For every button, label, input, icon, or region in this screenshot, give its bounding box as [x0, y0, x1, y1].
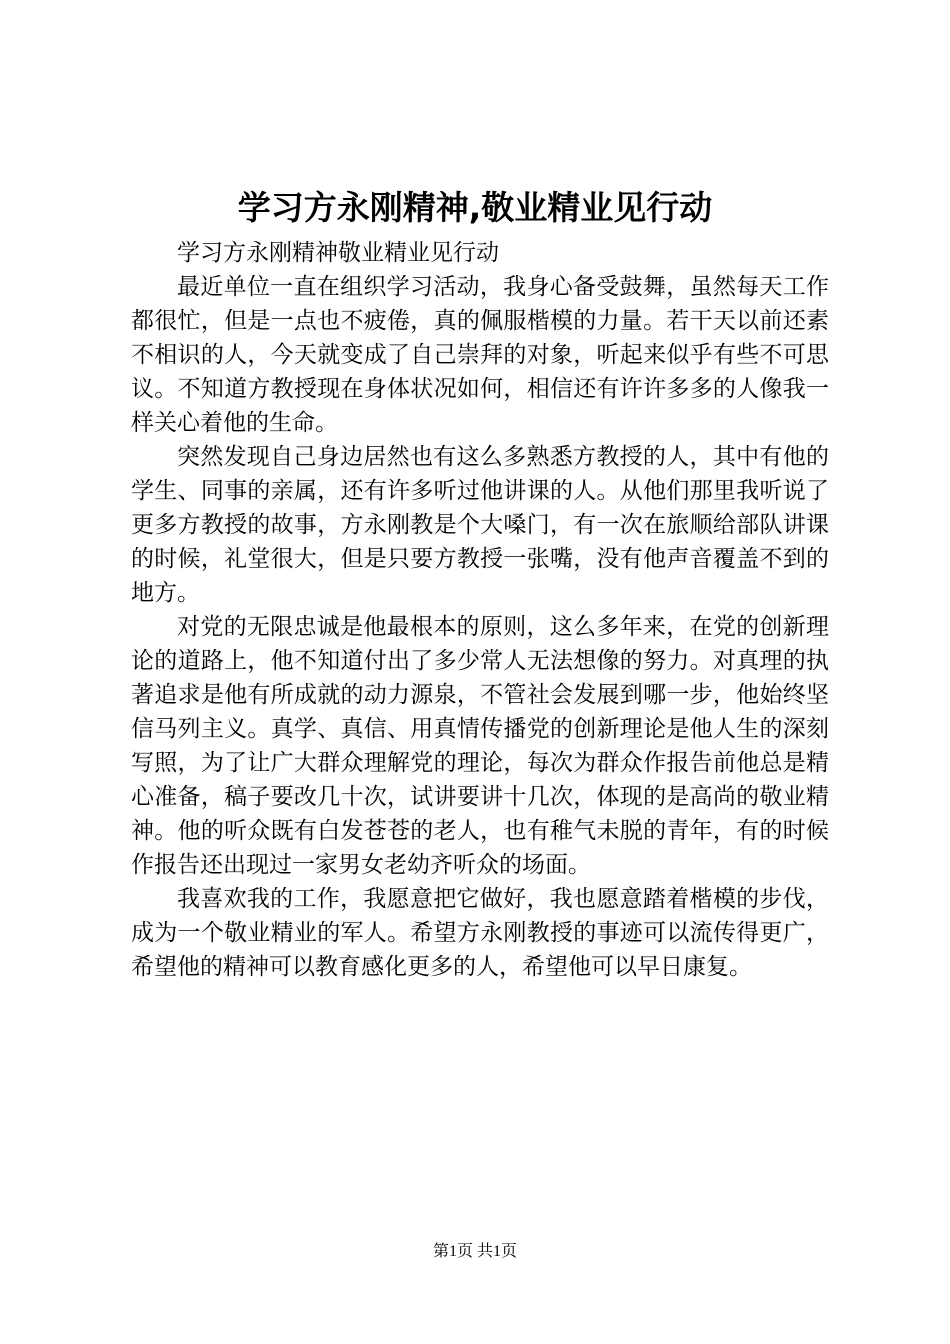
- document-subtitle: 学习方永刚精神敬业精业见行动: [177, 240, 499, 266]
- paragraph-3: 对党的无限忠诚是他最根本的原则，这么多年来，在党的创新理论的道路上，他不知道付出了多少常人无法想像的努力。对真理的执著追求是他有所成就的动力源泉，不管社会发展到哪一步，他始终坚信马列主义。真学、真信、用真情传播党的创新理论是他人生的深刻写照，为了让广大群众理解党的理论，每次为群众作报告前他总是精心准备，稿子要改几十次，试讲要讲十几次，体现的是高尚的敬业精神。他的听众既有白发苍苍的老人，也有稚气未脱的青年，有的时候作报告还出现过一家男女老幼齐听众的场面。: [131, 614, 829, 878]
- page-footer: 第1页 共1页: [432, 1243, 517, 1260]
- document-title: 学习方永刚精神,敬业精业见行动: [237, 188, 713, 227]
- document-body: [131, 236, 829, 984]
- paragraph-4: 我喜欢我的工作，我愿意把它做好，我也愿意踏着楷模的步伐，成为一个敬业精业的军人。希望方永刚教授的事迹可以流传得更广，希望他的精神可以教育感化更多的人，希望他可以早日康复。: [131, 886, 829, 980]
- paragraph-2: 突然发现自己身边居然也有这么多熟悉方教授的人，其中有他的学生、同事的亲属，还有许多听过他讲课的人。从他们那里我听说了更多方教授的故事，方永刚教是个大嗓门，有一次在旅顺给部队讲课的时候，礼堂很大，但是只要方教授一张嘴，没有他声音覆盖不到的地方。: [131, 444, 829, 606]
- paragraph-1: 最近单位一直在组织学习活动，我身心备受鼓舞，虽然每天工作都很忙，但是一点也不疲倦，真的佩服楷模的力量。若干天以前还素不相识的人，今天就变成了自己崇拜的对象，听起来似乎有些不可思议。不知道方教授现在身体状况如何，相信还有许许多多的人像我一样关心着他的生命。: [131, 274, 829, 436]
